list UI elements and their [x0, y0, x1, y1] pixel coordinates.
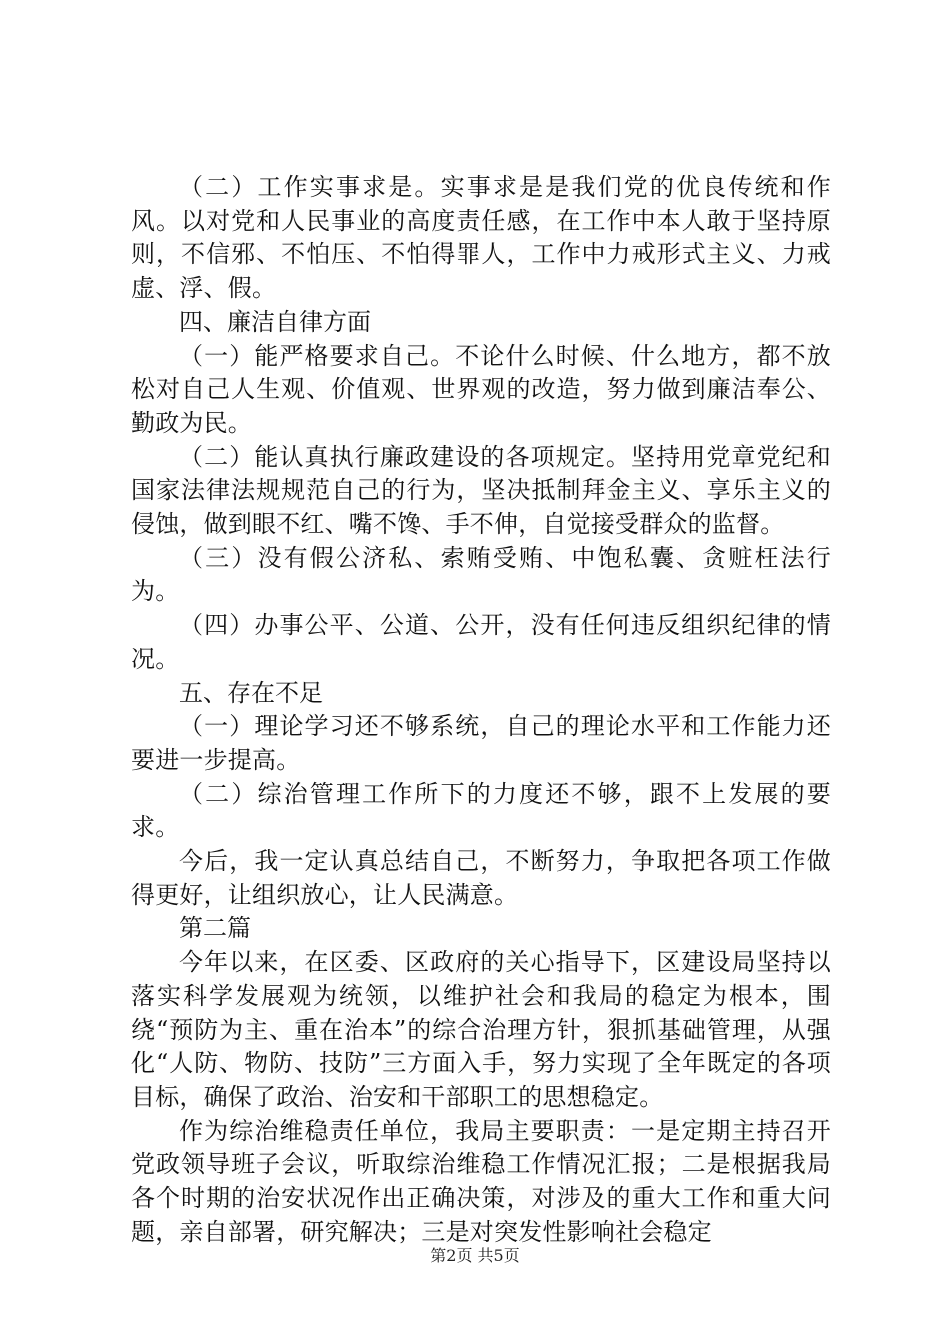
- document-body: [131, 171, 831, 1250]
- section-heading: 四、廉洁自律方面: [179, 307, 371, 336]
- paragraph: （一）理论学习还不够系统，自己的理论水平和工作能力还要进一步提高。: [131, 712, 831, 774]
- paragraph: 今年以来，在区委、区政府的关心指导下，区建设局坚持以落实科学发展观为统领，以维护社会和我局的稳定为根本，围绕“预防为主、重在治本”的综合治理方针，狠抓基础管理，从强化“人防、物防、技防”三方面入手，努力实现了全年既定的各项目标，确保了政治、治安和干部职工的思想稳定。: [131, 948, 831, 1111]
- page-number-footer: 第2页 共5页: [430, 1246, 520, 1265]
- paragraph: （二）综治管理工作所下的力度还不够，跟不上发展的要求。: [131, 779, 831, 842]
- paragraph: （三）没有假公济私、索贿受贿、中饱私囊、贪赃枉法行为。: [131, 543, 831, 606]
- section-heading: 第二篇: [179, 914, 251, 943]
- paragraph: （二）能认真执行廉政建设的各项规定。坚持用党章党纪和国家法律法规规范自己的行为，坚决抵制拜金主义、享乐主义的侵蚀，做到眼不红、嘴不馋、手不伸，自觉接受群众的监督。: [131, 442, 831, 539]
- paragraph: （二）工作实事求是。实事求是是我们党的优良传统和作风。以对党和人民事业的高度责任感，在工作中本人敢于坚持原则，不信邪、不怕压、不怕得罪人，工作中力戒形式主义、力戒虚、浮、假。: [131, 173, 831, 303]
- section-heading: 五、存在不足: [179, 678, 323, 707]
- paragraph: （四）办事公平、公道、公开，没有任何违反组织纪律的情况。: [131, 611, 831, 673]
- paragraph: 作为综治维稳责任单位，我局主要职责：一是定期主持召开党政领导班子会议，听取综治维稳工作情况汇报；二是根据我局各个时期的治安状况作出正确决策，对涉及的重大工作和重大问题，亲自部署，研究解决；三是对突发性影响社会稳定: [131, 1116, 831, 1246]
- paragraph: （一）能严格要求自己。不论什么时候、什么地方，都不放松对自己人生观、价值观、世界观的改造，努力做到廉洁奉公、勤政为民。: [131, 341, 831, 437]
- paragraph: 今后，我一定认真总结自己，不断努力，争取把各项工作做得更好，让组织放心，让人民满意。: [131, 847, 831, 909]
